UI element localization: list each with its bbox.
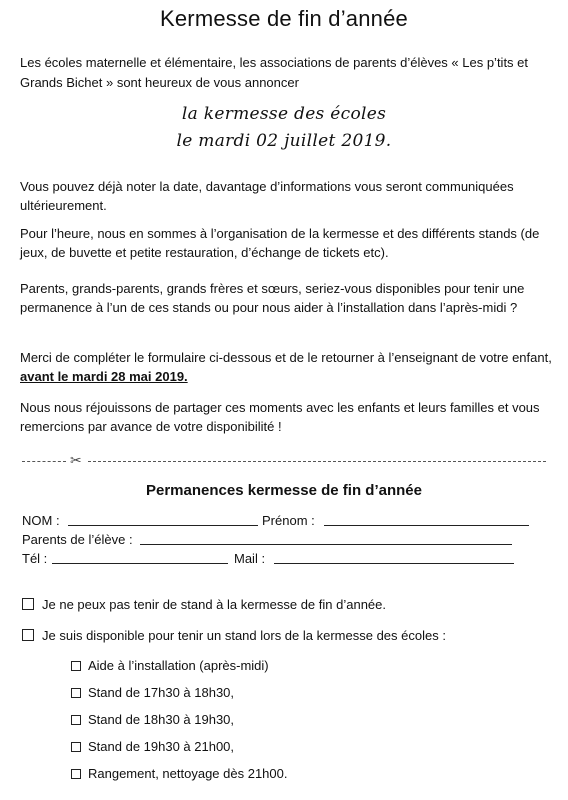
option-stand-1830[interactable] xyxy=(71,712,234,727)
intro-paragraph: Les écoles maternelle et élémentaire, les associations de parents d’élèves « Les p’tits et Grands Bichet » sont heureux de vous annoncer xyxy=(20,55,529,90)
checkbox-stand-1730[interactable] xyxy=(71,688,81,698)
announcement-line-2: le mardi 02 juillet 2019. xyxy=(176,131,392,151)
deadline-text: avant le mardi 28 mai 2019. xyxy=(20,369,188,384)
paragraph-volunteers: Parents, grands-parents, grands frères et sœurs, seriez-vous disponibles pour tenir une permanence à l’un de ces stands ou pour nous aider à l’installation dans l’après-midi ? xyxy=(20,281,525,315)
checkbox-stand-1930[interactable] xyxy=(71,742,81,752)
form-return-text: Merci de compléter le formulaire ci-dessous et de le retourner à l’enseignant de votre enfant, xyxy=(20,350,552,365)
nom-label: NOM : xyxy=(22,513,60,528)
paragraph-date: Vous pouvez déjà noter la date, davantage d’informations vous seront communiquées ultérieurement. xyxy=(20,179,514,213)
page-title: Kermesse de fin d’année xyxy=(160,6,408,31)
checkbox-unavailable[interactable] xyxy=(22,598,34,610)
option-stand-1730-label: Stand de 17h30 à 18h30, xyxy=(88,685,235,700)
name-row xyxy=(22,513,542,531)
option-stand-1930[interactable] xyxy=(71,739,234,754)
cut-line-dash-left xyxy=(22,461,66,462)
mail-label: Mail : xyxy=(234,551,266,566)
option-stand-1730[interactable] xyxy=(71,685,234,700)
paragraph-form-return xyxy=(20,348,552,386)
prenom-label: Prénom : xyxy=(262,513,315,528)
parents-row xyxy=(22,532,542,550)
option-unavailable[interactable] xyxy=(22,597,386,612)
paragraph-thanks: Nous nous réjouissons de partager ces moments avec les enfants et leurs familles et vous remercions par avance de votre disponibilité ! xyxy=(20,400,540,434)
cut-line-dash-right xyxy=(88,461,546,462)
mail-field[interactable] xyxy=(274,551,514,564)
option-installation[interactable] xyxy=(71,658,269,673)
checkbox-installation[interactable] xyxy=(71,661,81,671)
tel-label: Tél : xyxy=(22,551,48,566)
announcement-line-1: la kermesse des écoles xyxy=(181,104,387,124)
option-available[interactable] xyxy=(22,628,446,643)
parents-field[interactable] xyxy=(140,532,512,545)
cut-line xyxy=(22,452,546,469)
option-stand-1930-label: Stand de 19h30 à 21h00, xyxy=(88,739,235,754)
option-cleanup-label: Rangement, nettoyage dès 21h00. xyxy=(88,766,288,781)
paragraph-organisation: Pour l’heure, nous en sommes à l’organisation de la kermesse et des différents stands (de jeux, de buvette et petite restauration, d’échange de tickets etc). xyxy=(20,226,540,260)
option-cleanup[interactable] xyxy=(71,766,287,781)
parents-label: Parents de l’élève : xyxy=(22,532,133,547)
option-installation-label: Aide à l’installation (après-midi) xyxy=(88,658,269,673)
form-title: Permanences kermesse de fin d’année xyxy=(146,482,422,499)
checkbox-stand-1830[interactable] xyxy=(71,715,81,725)
tel-field[interactable] xyxy=(52,551,228,564)
scissors-icon: ✂ xyxy=(70,452,82,468)
option-unavailable-label: Je ne peux pas tenir de stand à la kermesse de fin d’année. xyxy=(42,597,386,612)
option-available-label: Je suis disponible pour tenir un stand lors de la kermesse des écoles : xyxy=(42,628,446,643)
checkbox-cleanup[interactable] xyxy=(71,769,81,779)
nom-field[interactable] xyxy=(68,513,258,526)
option-stand-1830-label: Stand de 18h30 à 19h30, xyxy=(88,712,235,727)
contact-row xyxy=(22,551,542,569)
prenom-field[interactable] xyxy=(324,513,529,526)
checkbox-available[interactable] xyxy=(22,629,34,641)
